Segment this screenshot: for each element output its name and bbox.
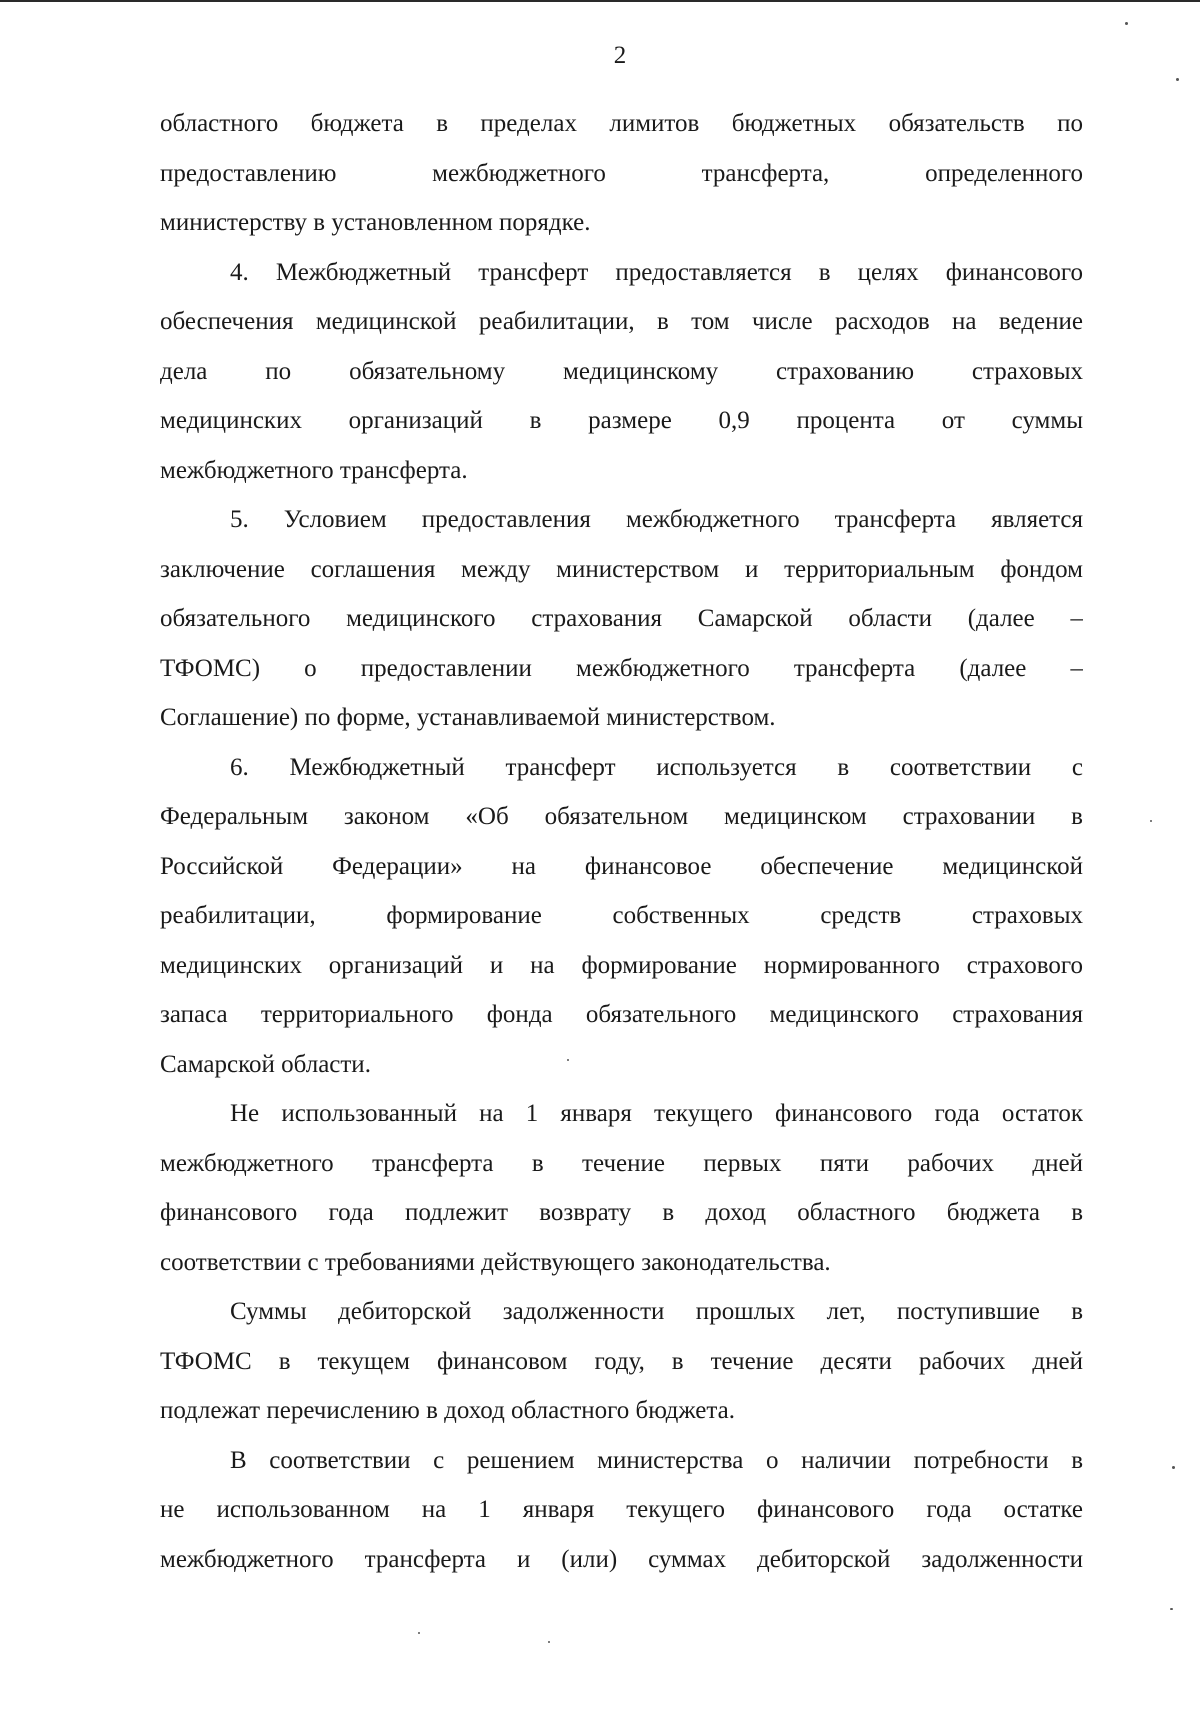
paragraph-item-5 — [160, 495, 1083, 743]
text-line: межбюджетного трансферта и (или) суммах дебиторской задолженности — [160, 1545, 1083, 1573]
text-line: министерству в установленном порядке. — [160, 209, 591, 236]
text-line: подлежат перечислению в доход областного бюджета. — [160, 1397, 735, 1424]
paragraph-receivables — [160, 1287, 1083, 1436]
text-line: медицинских организаций в размере 0,9 процента от суммы — [160, 407, 1083, 434]
text-line: Федеральным законом «Об обязательном медицинском страховании в — [160, 803, 1083, 830]
scan-speck — [1150, 820, 1152, 822]
text-line: обязательного медицинского страхования Самарской области (далее – — [160, 605, 1083, 632]
scan-speck — [548, 1641, 550, 1643]
text-line: соответствии с требованиями действующего законодательства. — [160, 1248, 831, 1276]
text-line: межбюджетного трансферта. — [160, 456, 468, 484]
paragraph-item-6 — [160, 743, 1083, 1090]
scan-speck — [567, 1059, 569, 1061]
text-line: Самарской области. — [160, 1050, 371, 1078]
text-line: Российской Федерации» на финансовое обеспечение медицинской — [160, 852, 1083, 880]
page-number: 2 — [613, 42, 627, 69]
text-line: 4. Межбюджетный трансферт предоставляется в целях финансового — [230, 258, 1083, 286]
paragraph-item-4 — [160, 248, 1083, 496]
text-line: дела по обязательному медицинскому страхованию страховых — [160, 357, 1083, 385]
text-line: реабилитации, формирование собственных средств страховых — [160, 902, 1083, 929]
text-line: обеспечения медицинской реабилитации, в том числе расходов на ведение — [160, 308, 1083, 335]
text-line: областного бюджета в пределах лимитов бюджетных обязательств по — [160, 110, 1083, 137]
scan-speck — [418, 1632, 420, 1634]
text-line: 6. Межбюджетный трансферт используется в соответствии с — [230, 753, 1083, 781]
text-line: медицинских организаций и на формирование нормированного страхового — [160, 951, 1083, 979]
document-body — [160, 99, 1083, 1584]
paragraph-unused-balance — [160, 1089, 1083, 1287]
text-line: Суммы дебиторской задолженности прошлых лет, поступившие в — [230, 1298, 1083, 1325]
text-line: 5. Условием предоставления межбюджетного трансферта является — [230, 506, 1083, 533]
scan-speck — [1125, 22, 1128, 25]
paragraph-continuation — [160, 99, 1083, 248]
text-line: Не использованный на 1 января текущего финансового года остаток — [230, 1100, 1083, 1127]
scan-speck — [1176, 78, 1179, 81]
text-line: ТФОМС в текущем финансовом году, в течение десяти рабочих дней — [160, 1347, 1083, 1375]
text-line: В соответствии с решением министерства о наличии потребности в — [230, 1446, 1083, 1474]
scan-speck — [1170, 1608, 1173, 1610]
paragraph-ministry-decision — [160, 1436, 1083, 1585]
text-line: предоставлению межбюджетного трансферта, определенного — [160, 159, 1083, 187]
scan-speck — [1172, 1466, 1175, 1469]
text-line: заключение соглашения между министерством и территориальным фондом — [160, 555, 1083, 583]
text-line: ТФОМС) о предоставлении межбюджетного трансферта (далее – — [160, 654, 1083, 682]
text-line: запаса территориального фонда обязательного медицинского страхования — [160, 1001, 1083, 1028]
text-line: не использованном на 1 января текущего финансового года остатке — [160, 1496, 1083, 1523]
text-line: Соглашение) по форме, устанавливаемой министерством. — [160, 704, 776, 731]
text-line: финансового года подлежит возврату в доход областного бюджета в — [160, 1199, 1083, 1226]
page-top-edge — [0, 0, 1200, 2]
text-line: межбюджетного трансферта в течение первых пяти рабочих дней — [160, 1149, 1083, 1177]
